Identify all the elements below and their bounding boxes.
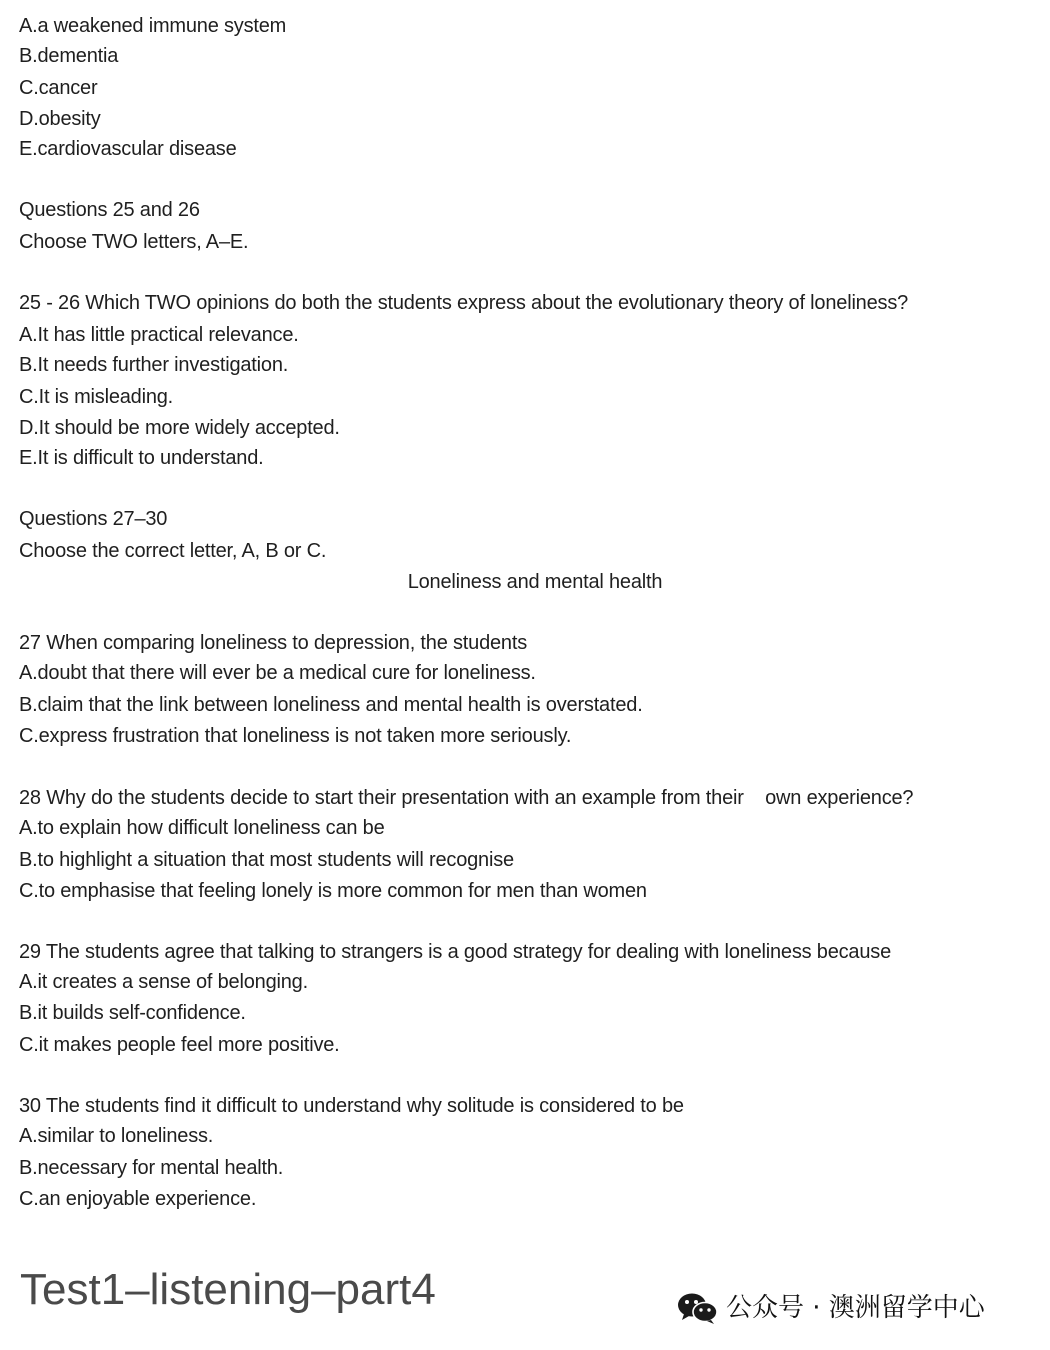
q30-option-a: A.similar to loneliness. <box>19 1125 214 1147</box>
q24-option-e: E.cardiovascular disease <box>19 138 237 160</box>
q25-26-heading: Questions 25 and 26 <box>19 199 200 221</box>
q27-question: 27 When comparing loneliness to depression, the students <box>19 632 527 654</box>
q28-option-b: B.to highlight a situation that most students will recognise <box>19 849 514 871</box>
q24-option-a: A.a weakened immune system <box>19 15 287 37</box>
q25-26-question: 25 - 26 Which TWO opinions do both the students express about the evolutionary theory of loneliness? <box>19 292 909 314</box>
q27-option-b: B.claim that the link between loneliness and mental health is overstated. <box>19 694 643 716</box>
q30-option-c: C.an enjoyable experience. <box>19 1188 257 1210</box>
q25-26-option-e: E.It is difficult to understand. <box>19 447 264 469</box>
q24-option-d: D.obesity <box>19 108 101 130</box>
q30-question: 30 The students find it difficult to understand why solitude is considered to be <box>19 1095 684 1117</box>
q29-option-c: C.it makes people feel more positive. <box>19 1034 340 1056</box>
q25-26-option-a: A.It has little practical relevance. <box>19 324 299 346</box>
q29-question: 29 The students agree that talking to strangers is a good strategy for dealing with loneliness because <box>19 941 892 963</box>
q29-option-a: A.it creates a sense of belonging. <box>19 971 308 993</box>
q25-26-option-b: B.It needs further investigation. <box>19 354 289 376</box>
q25-26-instruction: Choose TWO letters, A–E. <box>19 231 249 253</box>
q25-26-option-c: C.It is misleading. <box>19 386 174 408</box>
watermark-text: 公众号 · 澳洲留学中心 <box>726 1293 985 1323</box>
q27-option-c: C.express frustration that loneliness is not taken more seriously. <box>19 725 572 747</box>
section-subtitle: Loneliness and mental health <box>407 571 663 593</box>
q24-option-c: C.cancer <box>19 77 98 99</box>
wechat-icon <box>676 1291 718 1325</box>
wechat-watermark <box>676 1288 985 1328</box>
q28-question: 28 Why do the students decide to start their presentation with an example from their own experience? <box>19 787 914 809</box>
q24-option-b: B.dementia <box>19 45 119 67</box>
section-footer-title: Test1–listening–part4 <box>20 1265 436 1314</box>
q25-26-option-d: D.It should be more widely accepted. <box>19 417 340 439</box>
q28-option-c: C.to emphasise that feeling lonely is more common for men than women <box>19 880 647 902</box>
q27-option-a: A.doubt that there will ever be a medical cure for loneliness. <box>19 662 536 684</box>
q29-option-b: B.it builds self-confidence. <box>19 1002 246 1024</box>
q30-option-b: B.necessary for mental health. <box>19 1157 284 1179</box>
q27-30-heading: Questions 27–30 <box>19 508 168 530</box>
q27-30-instruction: Choose the correct letter, A, B or C. <box>19 540 327 562</box>
q28-option-a: A.to explain how difficult loneliness can be <box>19 817 385 839</box>
